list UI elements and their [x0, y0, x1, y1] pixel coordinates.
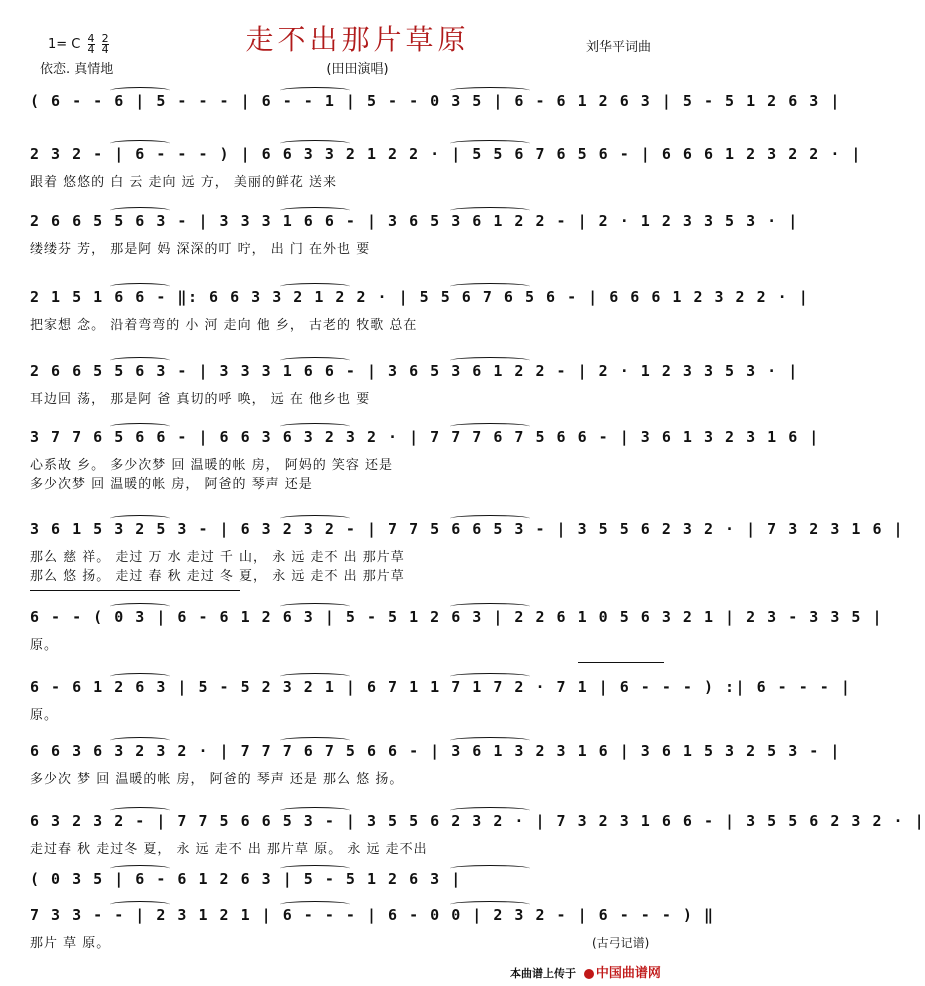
- lyric-line: 那么 悠 扬。 走过 春 秋 走过 冬 夏， 永 远 走不 出 那片草: [30, 569, 405, 584]
- slur-mark: [280, 357, 350, 364]
- lyric-line: 原。: [30, 708, 59, 723]
- notation-line: ( 6 - - 6 | 5 - - - | 6 - - 1 | 5 - - 0 3 5 | 6 - 6 1 2 6 3 | 5 - 5 1 2 6 3 |: [30, 92, 841, 110]
- lyric-line: 跟着 悠悠的 白 云 走向 远 方， 美丽的鲜花 送来: [30, 175, 338, 190]
- slur-mark: [280, 87, 350, 94]
- lyric-line: 缕缕芬 芳， 那是阿 妈 深深的叮 咛， 出 门 在外也 要: [30, 242, 371, 257]
- notation-line: 3 6 1 5 3 2 5 3 - | 6 3 2 3 2 - | 7 7 5 6 6 5 3 - | 3 5 5 6 2 3 2 · | 7 3 2 3 1 6 |: [30, 520, 905, 538]
- upload-text: 本曲谱上传于: [510, 967, 576, 980]
- tempo-marking: 依恋. 真情地: [40, 62, 114, 77]
- lyric-line: 耳边回 荡， 那是阿 爸 真切的呼 唤， 远 在 他乡也 要: [30, 392, 371, 407]
- slur-mark: [110, 357, 170, 364]
- key-signature: [48, 34, 109, 55]
- slur-mark: [110, 207, 170, 214]
- notation-line: 3 7 7 6 5 6 6 - | 6 6 3 6 3 2 3 2 · | 7 7 7 6 7 5 6 6 - | 3 6 1 3 2 3 1 6 |: [30, 428, 820, 446]
- score-row: [30, 428, 820, 492]
- lyric-line: 走过春 秋 走过冬 夏， 永 远 走不 出 那片草 原。 永 远 走不出: [30, 842, 428, 857]
- notation-line: 2 3 2 - | 6 - - - ) | 6 6 3 3 2 1 2 2 · | 5 5 6 7 6 5 6 - | 6 6 6 1 2 3 2 2 · |: [30, 145, 862, 163]
- time-signature-2: $\frac{2}{4}$: [101, 32, 109, 56]
- logo-icon: [584, 969, 594, 979]
- slur-mark: [450, 865, 530, 872]
- volta-bracket: [578, 662, 664, 673]
- time-signature-1: $\frac{4}{4}$: [87, 32, 95, 56]
- notation-line: 6 - 6 1 2 6 3 | 5 - 5 2 3 2 1 | 6 7 1 1 7 1 7 2 · 7 1 | 6 - - - ) :| 6 - - - |: [30, 678, 852, 696]
- notation-line: ( 0 3 5 | 6 - 6 1 2 6 3 | 5 - 5 1 2 6 3 |: [30, 870, 462, 888]
- slur-mark: [450, 807, 530, 814]
- slur-mark: [280, 283, 350, 290]
- key-label: 1= C: [48, 37, 81, 52]
- slur-mark: [450, 673, 530, 680]
- score-row: [30, 608, 883, 668]
- slur-mark: [280, 140, 350, 147]
- lyric-line: 心系故 乡。 多少次梦 回 温暖的帐 房， 阿妈的 笑容 还是: [30, 458, 394, 473]
- site-logo: [584, 966, 661, 981]
- notation-line: 2 6 6 5 5 6 3 - | 3 3 3 1 6 6 - | 3 6 5 3 6 1 2 2 - | 2 · 1 2 3 3 5 3 · |: [30, 212, 799, 230]
- site-name: 中国曲谱网: [595, 966, 661, 981]
- singer-credit: (田田演唱): [326, 62, 389, 77]
- slur-mark: [110, 673, 170, 680]
- score-row: [30, 742, 841, 802]
- slur-mark: [450, 140, 530, 147]
- notation-line: 2 1 5 1 6 6 - ‖: 6 6 3 3 2 1 2 2 · | 5 5 6 7 6 5 6 - | 6 6 6 1 2 3 2 2 · |: [30, 288, 810, 306]
- slur-mark: [450, 283, 530, 290]
- lyric-line: 多少次 梦 回 温暖的帐 房， 阿爸的 琴声 还是 那么 悠 扬。: [30, 772, 404, 787]
- slur-mark: [110, 807, 170, 814]
- slur-mark: [450, 515, 530, 522]
- lyric-line: 多少次梦 回 温暖的帐 房， 阿爸的 琴声 还是: [30, 477, 313, 492]
- notation-line: 6 6 3 6 3 2 3 2 · | 7 7 7 6 7 5 6 6 - | 3 6 1 3 2 3 1 6 | 3 6 1 5 3 2 5 3 - |: [30, 742, 841, 760]
- notation-line: 6 - - ( 0 3 | 6 - 6 1 2 6 3 | 5 - 5 1 2 6 3 | 2 2 6 1 0 5 6 3 2 1 | 2 3 - 3 3 5 |: [30, 608, 883, 626]
- slur-mark: [110, 423, 170, 430]
- slur-mark: [450, 207, 530, 214]
- slur-mark: [110, 140, 170, 147]
- slur-mark: [110, 737, 170, 744]
- slur-mark: [110, 603, 170, 610]
- slur-mark: [280, 673, 350, 680]
- slur-mark: [280, 515, 350, 522]
- notation-line: 7 3 3 - - | 2 3 1 2 1 | 6 - - - | 6 - 0 0 | 2 3 2 - | 6 - - - ) ‖: [30, 906, 715, 924]
- score-row: [30, 812, 925, 872]
- score-row: [30, 212, 799, 272]
- score-row: [30, 520, 905, 584]
- slur-mark: [110, 865, 170, 872]
- slur-mark: [280, 423, 350, 430]
- slur-mark: [280, 901, 350, 908]
- slur-mark: [450, 87, 530, 94]
- notation-line: 6 3 2 3 2 - | 7 7 5 6 6 5 3 - | 3 5 5 6 2 3 2 · | 7 3 2 3 1 6 6 - | 3 5 5 6 2 3 2 · |: [30, 812, 925, 830]
- score-row: [30, 288, 810, 348]
- notation-line: 2 6 6 5 5 6 3 - | 3 3 3 1 6 6 - | 3 6 5 3 6 1 2 2 - | 2 · 1 2 3 3 5 3 · |: [30, 362, 799, 380]
- volta-bracket: [30, 590, 240, 601]
- slur-mark: [280, 865, 350, 872]
- lyric-line: 把家想 念。 沿着弯弯的 小 河 走向 他 乡， 古老的 牧歌 总在: [30, 318, 418, 333]
- slur-mark: [280, 737, 350, 744]
- slur-mark: [110, 283, 170, 290]
- site-footer: [510, 962, 661, 981]
- transcriber-credit: (古弓记谱): [592, 936, 650, 950]
- score-row: [30, 362, 799, 422]
- slur-mark: [280, 603, 350, 610]
- score-title: 走不出那片草原: [245, 23, 470, 56]
- lyric-line: 那片 草 原。: [30, 936, 111, 951]
- lyric-line: 那么 慈 祥。 走过 万 水 走过 千 山， 永 远 走不 出 那片草: [30, 550, 405, 565]
- slur-mark: [450, 603, 530, 610]
- score-row: [30, 906, 715, 966]
- slur-mark: [110, 87, 170, 94]
- lyric-line: 原。: [30, 638, 59, 653]
- slur-mark: [280, 807, 350, 814]
- slur-mark: [450, 357, 530, 364]
- author-credit: 刘华平词曲: [586, 40, 652, 55]
- score-row: [30, 678, 852, 738]
- score-row: [30, 145, 862, 205]
- slur-mark: [110, 515, 170, 522]
- slur-mark: [450, 737, 530, 744]
- slur-mark: [280, 207, 350, 214]
- slur-mark: [450, 901, 530, 908]
- slur-mark: [110, 901, 170, 908]
- slur-mark: [450, 423, 530, 430]
